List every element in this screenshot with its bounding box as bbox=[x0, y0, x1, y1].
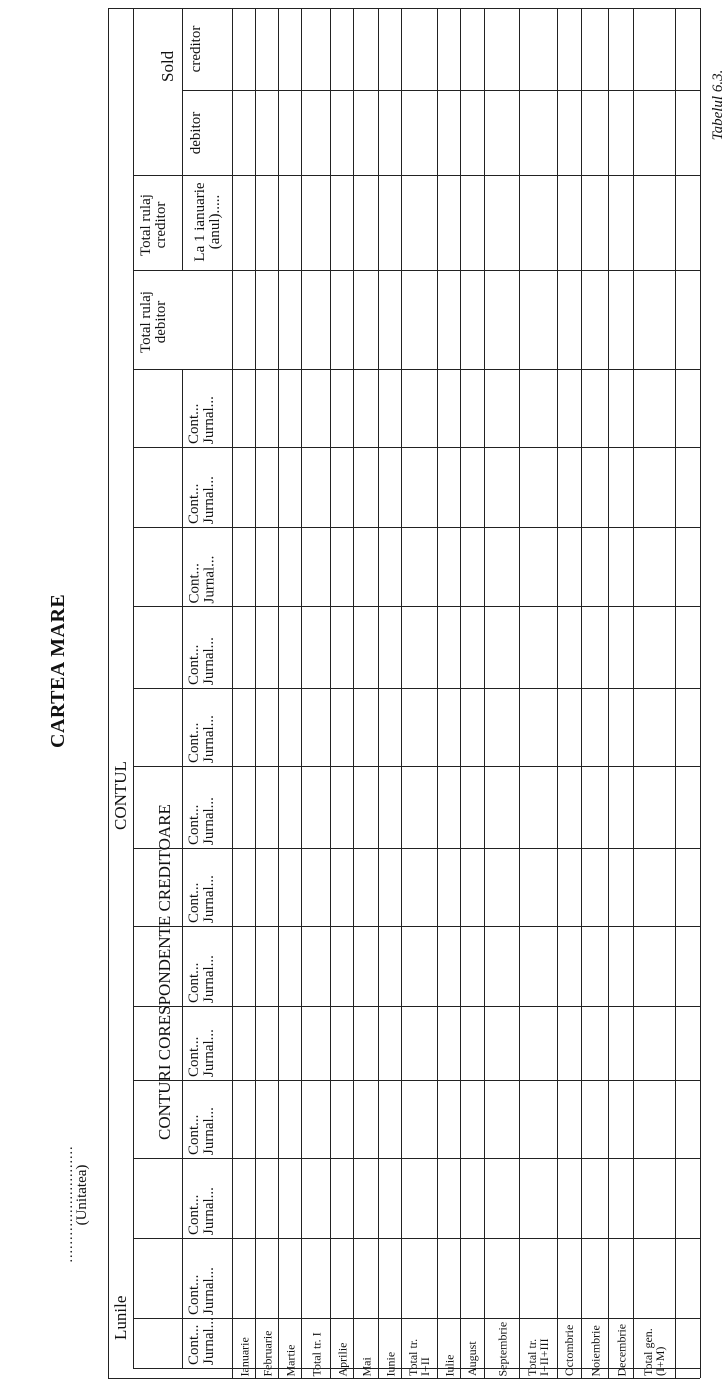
account-col-header-line: Jurnal... bbox=[201, 1029, 217, 1077]
month-line bbox=[608, 8, 609, 1378]
account-col-header-line: Jurnal... bbox=[201, 555, 217, 603]
cc-header-line bbox=[182, 369, 183, 1368]
account-col-header-line: Jurnal... bbox=[201, 1267, 217, 1315]
month-label-line: Februarie bbox=[259, 1330, 274, 1376]
month-label-line: Decembrie bbox=[613, 1323, 628, 1376]
month-label-line: Aprilie bbox=[334, 1342, 349, 1376]
month-label-line: Mai bbox=[358, 1356, 373, 1376]
month-label-line: Total tr. bbox=[525, 1338, 539, 1376]
account-col-header bbox=[187, 372, 227, 444]
account-col-header bbox=[187, 769, 227, 845]
account-col-line bbox=[133, 527, 700, 528]
month-label-line: I+II+III bbox=[537, 1338, 551, 1376]
account-col-line bbox=[133, 1080, 700, 1081]
account-col-line bbox=[133, 1158, 700, 1159]
month-line bbox=[353, 8, 354, 1378]
month-label bbox=[402, 1292, 436, 1376]
account-col-header-line: Jurnal... bbox=[201, 875, 217, 923]
contul-header: CONTUL bbox=[110, 761, 130, 830]
account-col-header-line: Cont... bbox=[186, 962, 202, 1003]
account-col-header-line: Jurnal... bbox=[201, 955, 217, 1003]
total-rulaj-debitor-line: Total rulaj bbox=[137, 290, 154, 353]
month-label-line: Noiembrie bbox=[587, 1324, 602, 1376]
unit-label: (Unitatea) bbox=[74, 1164, 90, 1226]
la-1-ianuarie-line: La 1 ianuarie bbox=[192, 182, 208, 262]
month-line bbox=[484, 8, 485, 1378]
month-label bbox=[331, 1292, 352, 1376]
month-label bbox=[609, 1292, 632, 1376]
month-label-line: Total tr. I bbox=[308, 1331, 323, 1376]
account-col-line bbox=[133, 766, 700, 767]
month-label bbox=[438, 1292, 459, 1376]
account-col-header-line: Cont... bbox=[186, 1324, 202, 1365]
total-rulaj-creditor-line: creditor bbox=[152, 201, 169, 248]
month-label bbox=[582, 1292, 607, 1376]
account-col-line bbox=[133, 926, 700, 927]
month-line bbox=[519, 8, 520, 1378]
month-label-line: Iulie bbox=[441, 1354, 456, 1376]
sold-line bbox=[182, 90, 700, 91]
la-1-ianuarie-line: (anul)..... bbox=[207, 194, 223, 250]
total-rulaj-debitor bbox=[139, 276, 177, 368]
month-label bbox=[485, 1292, 518, 1376]
month-label bbox=[302, 1292, 329, 1376]
lunile-header: Lunile bbox=[110, 1295, 130, 1340]
month-line bbox=[255, 8, 256, 1378]
account-col-header-line: Cont... bbox=[186, 722, 202, 763]
month-line bbox=[401, 8, 402, 1378]
month-line bbox=[378, 8, 379, 1378]
sold-debitor: debitor bbox=[188, 111, 204, 154]
account-col-header-line: Cont... bbox=[186, 882, 202, 923]
account-col-header bbox=[186, 1317, 227, 1365]
account-col-header bbox=[187, 851, 227, 923]
total-rulaj-debitor-line: debitor bbox=[152, 300, 169, 343]
account-col-header bbox=[187, 1083, 227, 1155]
month-label bbox=[279, 1292, 300, 1376]
month-label-line: Ianuarie bbox=[236, 1336, 251, 1376]
account-col-line bbox=[133, 606, 700, 607]
sold-header: Sold bbox=[157, 50, 177, 82]
month-label bbox=[634, 1292, 674, 1376]
account-col-header-line: Jurnal... bbox=[201, 1187, 217, 1235]
account-col-header bbox=[187, 929, 227, 1003]
month-label-line: Iunie bbox=[382, 1351, 397, 1376]
month-line bbox=[278, 8, 279, 1378]
month-label-line: Total gen. bbox=[641, 1328, 655, 1376]
account-col-header-line: Jurnal... bbox=[201, 797, 217, 845]
account-col-header bbox=[187, 1161, 227, 1235]
account-col-header-line: Cont... bbox=[186, 1194, 202, 1235]
month-label-line: (I+M) bbox=[653, 1346, 667, 1376]
corespondente-header: CONTURI CORESPONDENTE CREDITOARE bbox=[154, 804, 174, 1140]
account-col-header bbox=[187, 530, 227, 603]
account-col-header bbox=[187, 691, 227, 763]
unit-dots: .......................... bbox=[61, 1145, 76, 1263]
month-label-line: Martie bbox=[282, 1344, 297, 1376]
page-title: CARTEA MARE bbox=[47, 593, 69, 748]
account-col-line bbox=[133, 369, 700, 370]
account-col-line bbox=[133, 1006, 700, 1007]
table-border-bottom bbox=[108, 1378, 700, 1379]
account-col-header-line: Jurnal... bbox=[201, 396, 217, 444]
account-col-header-line: Cont... bbox=[186, 403, 202, 444]
month-label bbox=[233, 1292, 254, 1376]
account-col-header-line: Jurnal... bbox=[201, 1317, 217, 1365]
month-line bbox=[330, 8, 331, 1378]
month-line bbox=[581, 8, 582, 1378]
month-label-line: Total tr. bbox=[406, 1338, 420, 1376]
account-col-header-line: Cont... bbox=[186, 1036, 202, 1077]
month-label bbox=[256, 1292, 277, 1376]
account-col-line bbox=[133, 688, 700, 689]
account-col-header-line: Cont... bbox=[186, 644, 202, 685]
month-label-line: Septembrie bbox=[494, 1321, 509, 1376]
account-col-header-line: Cont... bbox=[186, 1114, 202, 1155]
month-line bbox=[301, 8, 302, 1378]
account-col-line bbox=[133, 848, 700, 849]
month-line bbox=[633, 8, 634, 1378]
account-col-header bbox=[187, 609, 227, 685]
table-number: Tabelul 6.3. bbox=[710, 69, 726, 141]
account-col-header bbox=[187, 450, 227, 524]
month-line bbox=[460, 8, 461, 1378]
account-col-header-line: Cont... bbox=[186, 1274, 202, 1315]
month-label bbox=[558, 1292, 580, 1376]
account-col-header bbox=[187, 1009, 227, 1077]
month-label-line: Octombrie bbox=[562, 1324, 576, 1376]
month-label bbox=[461, 1292, 483, 1376]
account-col-header-line: Cont... bbox=[186, 562, 202, 603]
month-label bbox=[520, 1292, 556, 1376]
table-border-right bbox=[700, 8, 701, 1378]
total-rulaj-creditor bbox=[139, 179, 177, 271]
account-col-header-line: Jurnal... bbox=[201, 476, 217, 524]
account-col-header-line: Jurnal... bbox=[201, 1107, 217, 1155]
month-line bbox=[557, 8, 558, 1378]
month-label-line: August bbox=[465, 1341, 479, 1376]
sold-header-line bbox=[182, 8, 183, 270]
table-border-left bbox=[108, 8, 109, 1378]
account-col-line bbox=[133, 1238, 700, 1239]
account-col-header-line: Cont... bbox=[186, 804, 202, 845]
month-label-line: I+II bbox=[418, 1357, 432, 1376]
account-col-header-line: Jurnal... bbox=[201, 715, 217, 763]
month-line bbox=[675, 8, 676, 1378]
account-col-line bbox=[133, 447, 700, 448]
account-col-header bbox=[187, 1241, 227, 1315]
month-label bbox=[379, 1292, 400, 1376]
month-label bbox=[354, 1292, 377, 1376]
account-col-header-line: Cont... bbox=[186, 483, 202, 524]
month-line bbox=[437, 8, 438, 1378]
account-col-header-line: Jurnal... bbox=[201, 637, 217, 685]
sold-creditor: creditor bbox=[188, 25, 204, 73]
total-rulaj-creditor-line: Total rulaj bbox=[137, 193, 154, 256]
